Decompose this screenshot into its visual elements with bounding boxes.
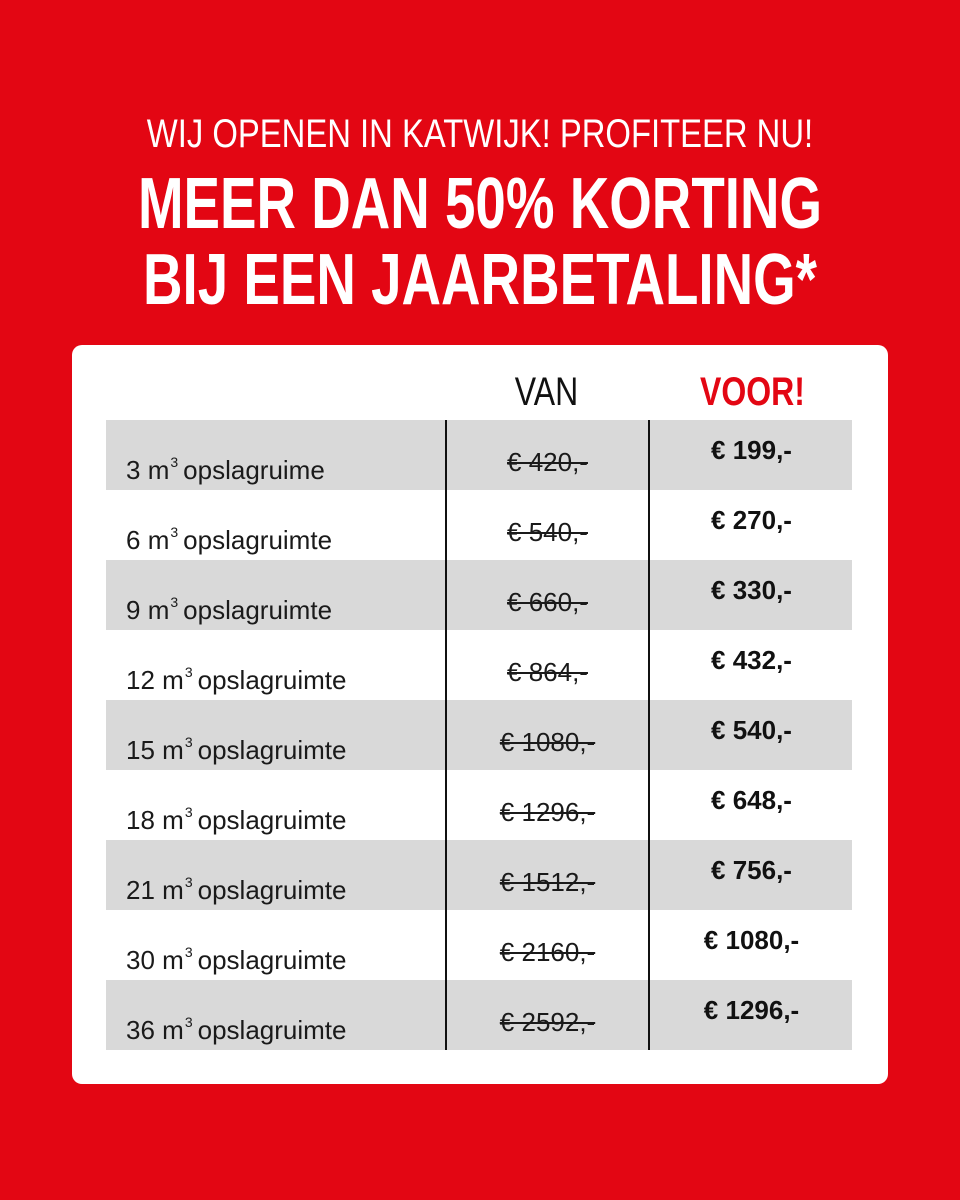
table-row <box>106 700 852 770</box>
old-price: € 2592,- <box>499 1007 596 1037</box>
row-label: 36 $m^3$ opslagruimte <box>126 1014 347 1045</box>
table-row <box>106 630 852 700</box>
row-label: 21 $m^3$ opslagruimte <box>126 874 347 905</box>
row-label: 6 $m^3$ opslagruimte <box>126 524 333 555</box>
new-price: € 648,- <box>711 785 792 815</box>
price-table-card <box>72 345 888 1084</box>
new-price: € 432,- <box>711 645 792 675</box>
promo-title-line-2: BIJ EEN JAARBETALING* <box>143 240 817 320</box>
table-row <box>106 840 852 910</box>
row-label: 30 $m^3$ opslagruimte <box>126 944 347 975</box>
old-price: € 1512,- <box>499 867 596 897</box>
table-row <box>106 910 852 980</box>
table-row <box>106 770 852 840</box>
table-row <box>106 490 852 560</box>
table-row <box>106 420 852 490</box>
new-price: € 330,- <box>711 575 792 605</box>
column-header-voor: VOOR! <box>700 370 805 414</box>
row-label: 3 $m^3$ opslagruime <box>126 454 325 485</box>
column-divider-voor <box>648 420 650 1050</box>
old-price: € 420,- <box>507 447 588 477</box>
price-table <box>106 420 852 1050</box>
column-divider-van <box>445 420 447 1050</box>
new-price: € 1080,- <box>703 925 800 955</box>
promo-subtitle: WIJ OPENEN IN KATWIJK! PROFITEER NU! <box>146 112 814 156</box>
new-price: € 756,- <box>711 855 792 885</box>
old-price: € 1080,- <box>499 727 596 757</box>
column-header-van: VAN <box>514 370 579 414</box>
row-label: 9 $m^3$ opslagruimte <box>126 594 333 625</box>
row-label: 18 $m^3$ opslagruimte <box>126 804 347 835</box>
row-label: 12 $m^3$ opslagruimte <box>126 664 347 695</box>
old-price: € 2160,- <box>499 937 596 967</box>
table-row <box>106 980 852 1050</box>
old-price: € 864,- <box>507 657 588 687</box>
table-row <box>106 560 852 630</box>
new-price: € 540,- <box>711 715 792 745</box>
old-price: € 1296,- <box>499 797 596 827</box>
new-price: € 1296,- <box>703 995 800 1025</box>
new-price: € 199,- <box>711 435 792 465</box>
old-price: € 540,- <box>507 517 588 547</box>
promo-title-line-1: MEER DAN 50% KORTING <box>137 164 823 244</box>
new-price: € 270,- <box>711 505 792 535</box>
row-label: 15 $m^3$ opslagruimte <box>126 734 347 765</box>
old-price: € 660,- <box>507 587 588 617</box>
